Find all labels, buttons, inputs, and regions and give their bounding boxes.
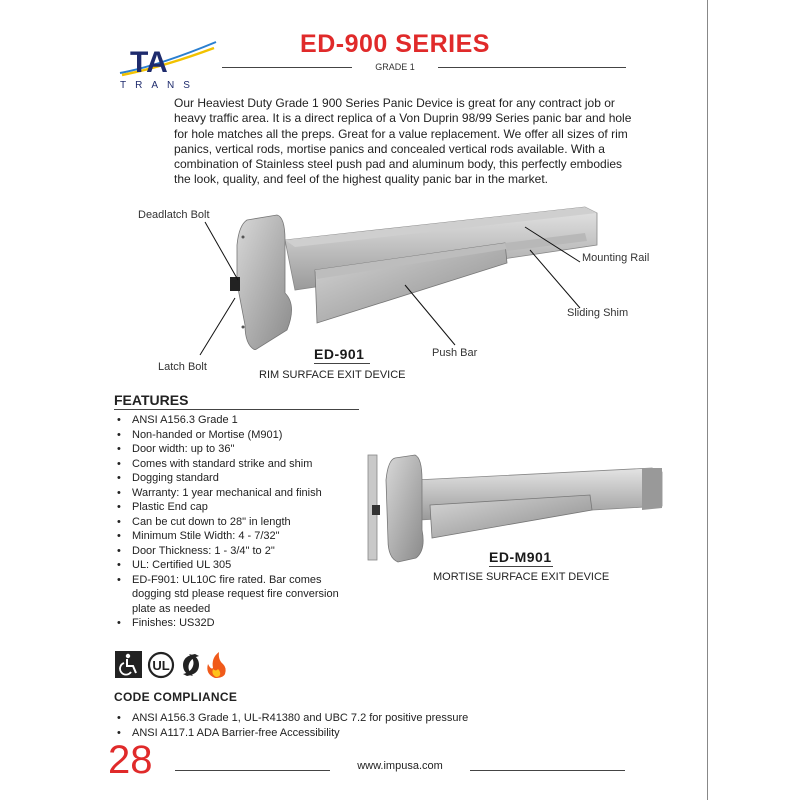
- list-item: • ANSI A156.3 Grade 1: [117, 413, 377, 428]
- list-item: • Plastic End cap: [117, 500, 377, 515]
- list-item: • Door Thickness: 1 - 3/4" to 2": [117, 544, 377, 559]
- logo-main-text: TA: [130, 46, 168, 79]
- footer-rule-left: [175, 770, 330, 771]
- hurricane-icon: [183, 654, 199, 676]
- list-item: • Dogging standard: [117, 471, 377, 486]
- list-item: • Comes with standard strike and shim: [117, 457, 377, 472]
- list-item: • Door width: up to 36": [117, 442, 377, 457]
- ul-listed-icon: [149, 653, 173, 677]
- grade-label: GRADE 1: [375, 62, 415, 72]
- callout-sliding-shim: Sliding Shim: [567, 307, 629, 319]
- features-list: [117, 413, 377, 631]
- callout-mounting-rail: Mounting Rail: [582, 252, 650, 264]
- model-ed-901-name: ED-901: [314, 346, 365, 362]
- fire-rated-icon: [207, 652, 225, 678]
- page-number: 28: [108, 738, 153, 782]
- compliance-icons: [115, 650, 245, 680]
- footer-rule-right: [470, 770, 625, 771]
- list-item: • Non-handed or Mortise (M901): [117, 428, 377, 443]
- svg-text:UL: UL: [152, 658, 170, 673]
- list-item: • ANSI A117.1 ADA Barrier-free Accessibility: [117, 726, 468, 741]
- list-item: • ED-F901: UL10C fire rated. Bar comes dogging std please request fire conversion plate as needed: [117, 573, 362, 617]
- code-compliance-heading: CODE COMPLIANCE: [114, 690, 238, 704]
- model-ed-m901-desc: MORTISE SURFACE EXIT DEVICE: [433, 571, 610, 583]
- page-title: ED-900 SERIES: [300, 30, 490, 58]
- model-ed-901-underline: [314, 363, 370, 364]
- list-item: • Can be cut down to 28" in length: [117, 515, 377, 530]
- ed-m901-device-image: [360, 450, 670, 565]
- callout-latch-bolt: Latch Bolt: [158, 361, 207, 373]
- list-item: • Warranty: 1 year mechanical and finish: [117, 486, 377, 501]
- list-item: • ANSI A156.3 Grade 1, UL-R41380 and UBC 7.2 for positive pressure: [117, 711, 468, 726]
- callout-deadlatch-bolt: Deadlatch Bolt: [138, 209, 210, 221]
- model-ed-m901-underline: [489, 566, 553, 567]
- callout-push-bar: Push Bar: [432, 347, 478, 359]
- accessibility-icon: [115, 651, 142, 678]
- intro-paragraph: Our Heaviest Duty Grade 1 900 Series Panic Device is great for any contract job or heavy traffic area. It is a direct replica of a Von Duprin 98/99 Series panic bar and hole for hole matches all the preps. Great for a value replacement. We offer all sizes of rim panics, vertical rods, mortise panics and concealed vertical rods available. With a combination of Stainless steel push pad and aluminum body, this perfectly embodies the look, quality, and feel of the highest quality panic bar in the market.: [174, 96, 632, 187]
- footer-url[interactable]: www.impusa.com: [357, 760, 443, 772]
- model-ed-901-desc: RIM SURFACE EXIT DEVICE: [259, 369, 406, 381]
- list-item: • Finishes: US32D: [117, 616, 377, 631]
- code-compliance-list: [117, 711, 468, 741]
- model-ed-m901-name: ED-M901: [489, 549, 552, 565]
- list-item: • UL: Certified UL 305: [117, 558, 377, 573]
- features-rule: [114, 409, 359, 410]
- list-item: • Minimum Stile Width: 4 - 7/32": [117, 529, 377, 544]
- logo-sub-text: TRANS: [120, 80, 199, 91]
- features-heading: FEATURES: [114, 392, 189, 408]
